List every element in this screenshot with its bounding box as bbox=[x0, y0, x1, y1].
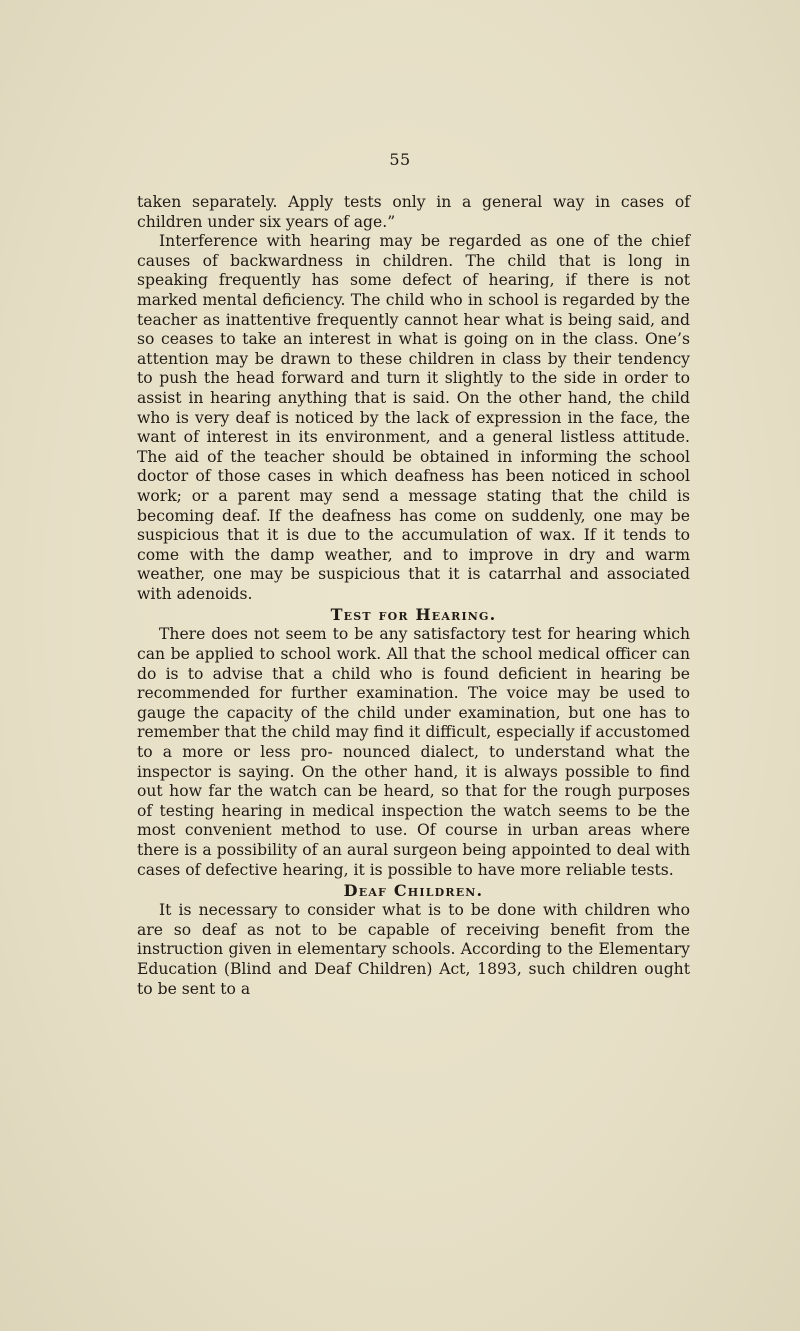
paragraph-test-for-hearing: There does not seem to be any satisfactory test for hearing which can be applied to school work. All that the school medical officer can do is to advise that a child who is found deficient in hearing be recommended for further examination. The voice may be used to gauge the capacity of the child under examination, but one has to remember that the child may find it difficult, especially if accustomed to a more or less pro- nounced dialect, to understand what the inspector is saying. On the other hand, it is always possible to find out how far the watch can be heard, so that for the rough purposes of testing hearing in medical inspection the watch seems to be the most convenient method to use. Of course in urban areas where there is a possibility of an aural surgeon being appointed to deal with cases of defective hearing, it is possible to have more reliable tests. bbox=[137, 625, 690, 879]
paragraph-hearing-interference: Interference with hearing may be regarded as one of the chief causes of backwardness in children. The child that is long in speaking frequently has some defect of hearing, if there is not marked mental deficiency. The child who in school is regarded by the teacher as inattentive frequently cannot hear what is being said, and so ceases to take an interest in what is going on in the class. One’s attention may be drawn to these children in class by their tendency to push the head forward and turn it slightly to the side in order to assist in hearing anything that is said. On the other hand, the child who is very deaf is noticed by the lack of expression in the face, the want of interest in its environment, and a general listless attitude. The aid of the teacher should be obtained in informing the school doctor of those cases in which deafness has been noticed in school work; or a parent may send a message stating that the child is becoming deaf. If the deafness has come on suddenly, one may be suspicious that it is due to the accumulation of wax. If it tends to come with the damp weather, and to improve in dry and warm weather, one may be suspicious that it is catarrhal and associated with adenoids. bbox=[137, 232, 690, 603]
page-number: 55 bbox=[389, 150, 411, 169]
paragraph-continuation: taken separately. Apply tests only in a general way in cases of children under six years of age.” bbox=[137, 193, 690, 231]
page-body bbox=[137, 193, 690, 999]
section-heading-deaf-children: Deaf Children. bbox=[343, 881, 484, 901]
paragraph-deaf-children: It is necessary to consider what is to be done with children who are so deaf as not to be capable of receiving benefit from the instruction given in elementary schools. According to the Elementary Education (Blind and Deaf Children) Act, 1893, such children ought to be sent to a bbox=[137, 901, 690, 998]
section-heading-test-for-hearing: Test for Hearing. bbox=[330, 605, 497, 625]
